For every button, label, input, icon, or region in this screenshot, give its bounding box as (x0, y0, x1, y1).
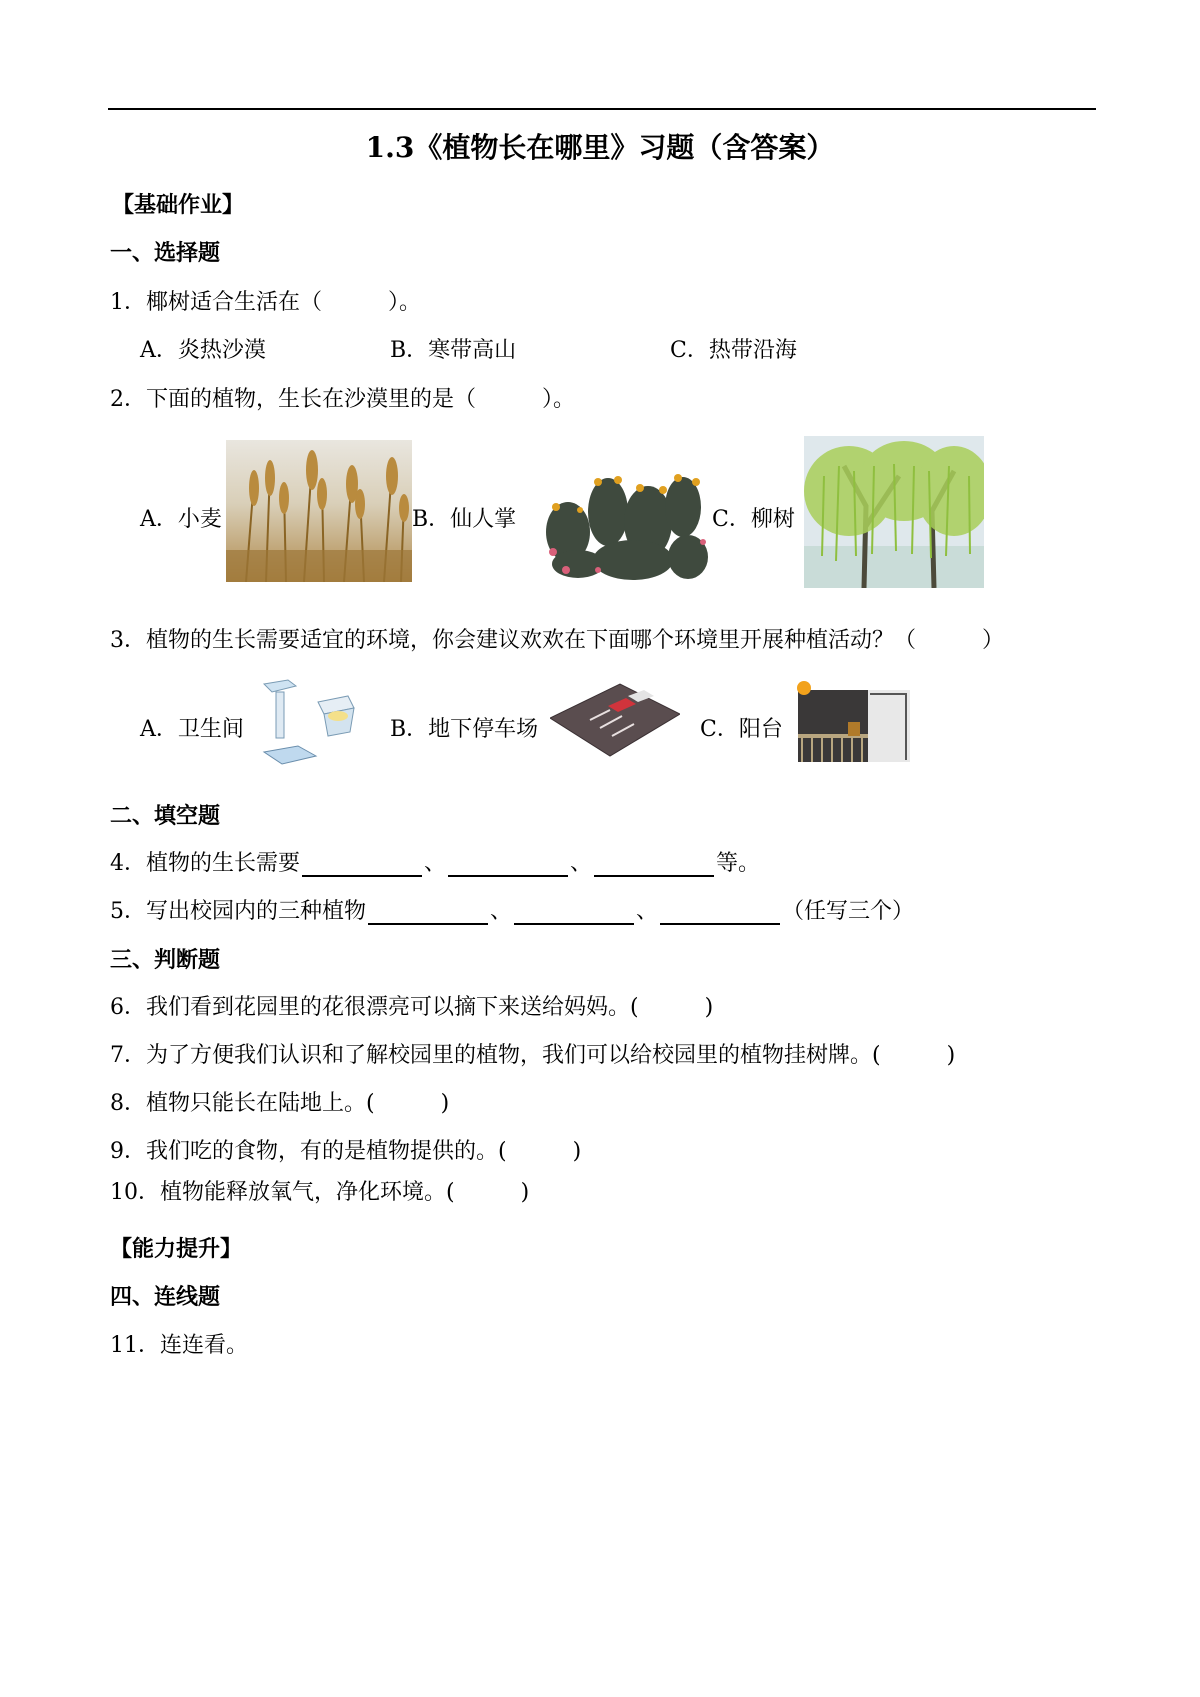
q3-option-b: B．地下停车场 (390, 717, 539, 742)
question-9: 9．我们吃的食物，有的是植物提供的。( ) (110, 1139, 582, 1164)
q4-sep-1: 、 (424, 851, 447, 876)
question-7: 7．为了方便我们认识和了解校园里的植物，我们可以给校园里的植物挂树牌。( ) (110, 1043, 956, 1068)
q5-blank-1[interactable] (368, 901, 488, 925)
section-fill: 二、填空题 (110, 804, 221, 829)
q5-blank-2[interactable] (514, 901, 634, 925)
q4-blank-1[interactable] (302, 853, 422, 877)
q4-sep-2: 、 (570, 851, 593, 876)
question-2: 2．下面的植物，生长在沙漠里的是（ ）。 (110, 387, 575, 412)
q4-blank-3[interactable] (594, 853, 714, 877)
willow-photo (804, 436, 984, 588)
question-6: 6．我们看到花园里的花很漂亮可以摘下来送给妈妈。( ) (110, 995, 714, 1020)
question-11: 11．连连看。 (110, 1333, 248, 1358)
section-judge: 三、判断题 (110, 948, 221, 973)
wheat-photo (226, 440, 412, 582)
question-4 (110, 846, 760, 877)
question-10: 10．植物能释放氧气，净化环境。( ) (110, 1180, 530, 1205)
q5-sep-1: 、 (490, 899, 513, 924)
q1-option-a: A．炎热沙漠 (140, 338, 266, 363)
question-5 (110, 894, 914, 925)
q1-option-c: C．热带沿海 (670, 338, 797, 363)
question-8: 8．植物只能长在陆地上。( ) (110, 1091, 450, 1116)
q2-option-c: C．柳树 (712, 507, 795, 532)
balcony-illustration (790, 680, 916, 762)
parking-garage-illustration (550, 680, 680, 760)
section-advanced: 【能力提升】 (110, 1237, 243, 1262)
section-match: 四、连线题 (110, 1285, 221, 1310)
q3-option-c: C．阳台 (700, 717, 783, 742)
q3-option-a: A．卫生间 (140, 717, 244, 742)
q5-suffix: （任写三个） (782, 899, 915, 924)
q5-blank-3[interactable] (660, 901, 780, 925)
page-title: 1.3《植物长在哪里》习题（含答案） (365, 131, 835, 164)
q4-prefix: 4．植物的生长需要 (110, 851, 300, 876)
bathroom-illustration (258, 676, 366, 768)
question-1: 1．椰树适合生活在（ ）。 (110, 290, 421, 315)
q5-prefix: 5．写出校园内的三种植物 (110, 899, 366, 924)
question-3: 3．植物的生长需要适宜的环境，你会建议欢欢在下面哪个环境里开展种植活动？（ ） (110, 628, 1005, 653)
q4-suffix: 等。 (716, 851, 761, 876)
q5-sep-2: 、 (636, 899, 659, 924)
cactus-photo (538, 452, 710, 580)
header-rule (108, 108, 1096, 110)
section-basic: 【基础作业】 (112, 193, 245, 218)
section-choice: 一、选择题 (110, 241, 221, 266)
q4-blank-2[interactable] (448, 853, 568, 877)
q1-option-b: B．寒带高山 (390, 338, 517, 363)
q2-option-a: A．小麦 (140, 507, 222, 532)
q2-option-b: B．仙人掌 (412, 507, 517, 532)
